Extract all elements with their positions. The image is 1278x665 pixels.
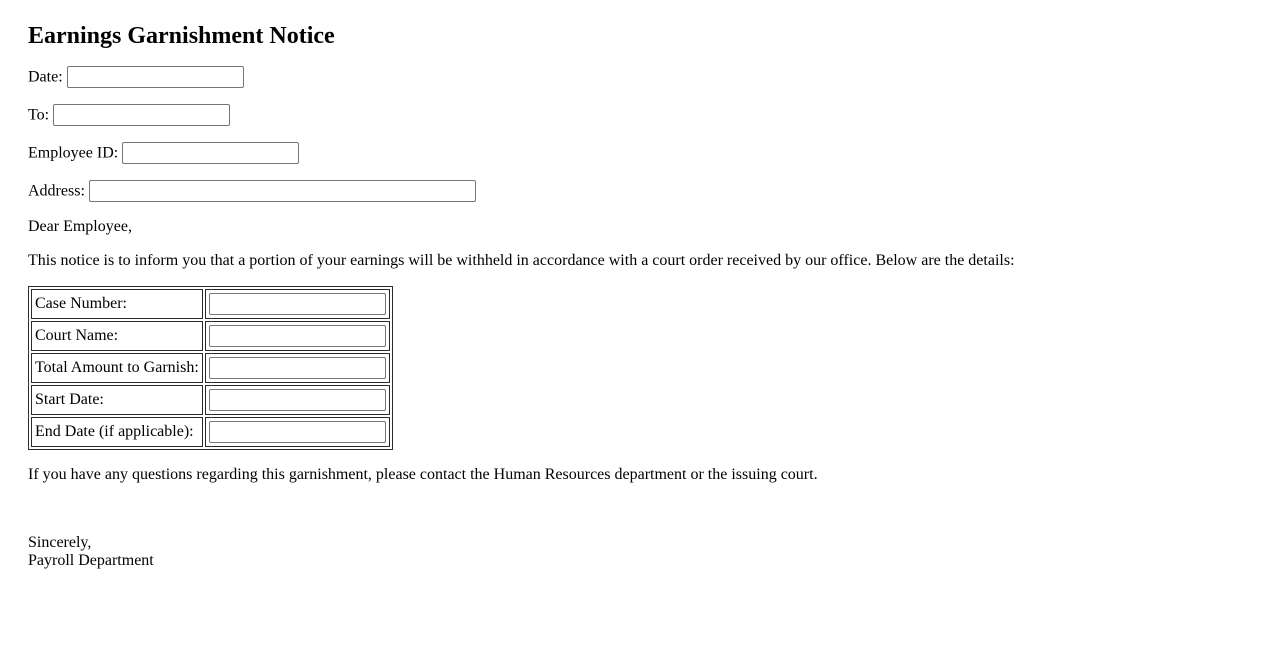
case-number-label: Case Number:: [31, 289, 203, 319]
start-date-input[interactable]: [209, 389, 386, 411]
case-number-input[interactable]: [209, 293, 386, 315]
address-label: Address:: [28, 182, 85, 200]
start-date-label: Start Date:: [31, 385, 203, 415]
table-row: [31, 385, 390, 415]
table-row: [31, 417, 390, 447]
end-date-label: End Date (if applicable):: [31, 417, 203, 447]
date-input[interactable]: [67, 66, 244, 88]
field-row-date: [28, 66, 1250, 88]
intro-paragraph: This notice is to inform you that a portion of your earnings will be withheld in accordance with a court order received by our office. Below are the details:: [28, 252, 1015, 269]
field-row-to: [28, 104, 1250, 126]
signoff: Sincerely,: [28, 534, 92, 551]
page-title: Earnings Garnishment Notice: [28, 23, 335, 49]
total-amount-label: Total Amount to Garnish:: [31, 353, 203, 383]
signature-block: [28, 534, 1250, 570]
field-row-employee-id: [28, 142, 1250, 164]
address-input[interactable]: [89, 180, 476, 202]
employee-id-input[interactable]: [122, 142, 299, 164]
court-name-label: Court Name:: [31, 321, 203, 351]
table-row: [31, 353, 390, 383]
garnishment-details-table: [28, 286, 393, 450]
end-date-input[interactable]: [209, 421, 386, 443]
salutation: Dear Employee,: [28, 218, 132, 235]
date-label: Date:: [28, 68, 63, 86]
field-row-address: [28, 180, 1250, 202]
to-label: To:: [28, 106, 50, 124]
closing-note: If you have any questions regarding this garnishment, please contact the Human Resources department or the issuing court.: [28, 466, 818, 483]
total-amount-input[interactable]: [209, 357, 386, 379]
signoff-name: Payroll Department: [28, 552, 154, 569]
to-input[interactable]: [53, 104, 230, 126]
employee-id-label: Employee ID:: [28, 144, 119, 162]
table-row: [31, 289, 390, 319]
table-row: [31, 321, 390, 351]
court-name-input[interactable]: [209, 325, 386, 347]
